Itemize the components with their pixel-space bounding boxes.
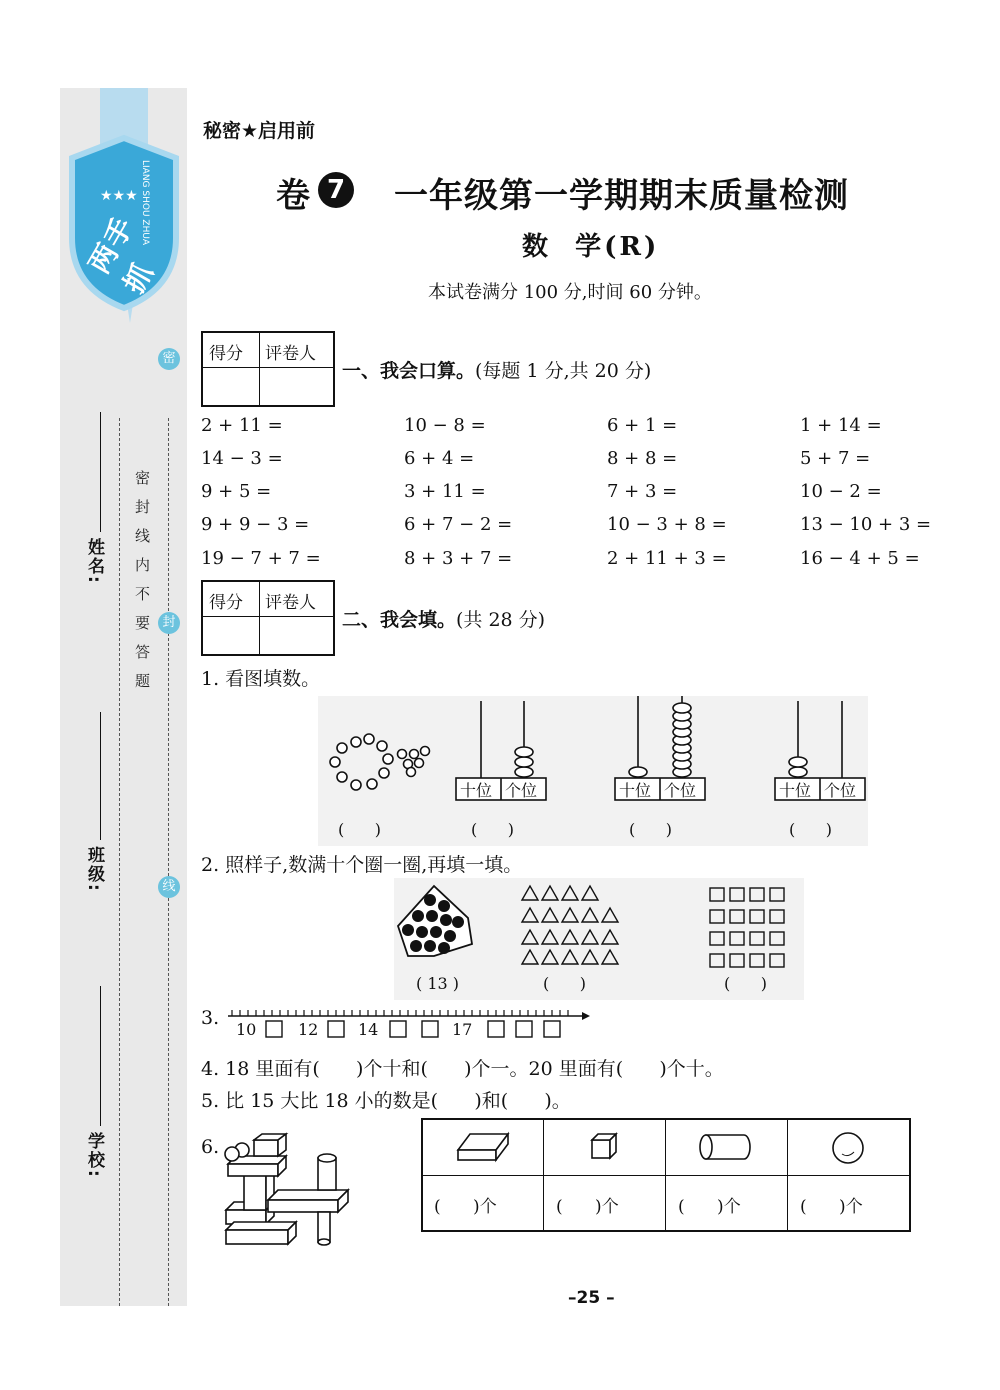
- problem: 8 + 8 =: [607, 448, 678, 469]
- section2-points: (共 28 分): [456, 609, 546, 631]
- sphere-icon: [830, 1130, 866, 1166]
- problem: 5 + 7 =: [800, 448, 871, 469]
- question-5: 5. 比 15 大比 18 小的数是( )和( )。: [201, 1090, 571, 1112]
- problem: 6 + 1 =: [607, 415, 678, 436]
- abacus-1-tens: 十位: [460, 781, 493, 800]
- tick-label: 17: [452, 1020, 473, 1039]
- score-label: 得分: [209, 593, 243, 613]
- number-line: [226, 1008, 592, 1044]
- q1-answer-2[interactable]: ( ): [471, 820, 514, 839]
- q6-answer-cube[interactable]: ( )个: [556, 1197, 619, 1217]
- cylinder-icon: [698, 1132, 754, 1162]
- score-box-2: [201, 580, 335, 656]
- tick-label: 10: [236, 1020, 257, 1039]
- subject-title: 数 学(R): [522, 232, 660, 262]
- problem: 7 + 3 =: [607, 481, 678, 502]
- abacus-1-ones: 个位: [505, 781, 538, 800]
- q1-answer-3[interactable]: ( ): [629, 820, 672, 839]
- abacus-3-tens: 十位: [779, 781, 812, 800]
- section2-title: 二、我会填。: [342, 609, 457, 631]
- name-field-line[interactable]: [100, 412, 101, 532]
- question-1: 1. 看图填数。: [201, 668, 321, 690]
- q6-answer-cylinder[interactable]: ( )个: [678, 1197, 741, 1217]
- q1-answer-1[interactable]: ( ): [338, 820, 381, 839]
- question-3-label: 3.: [201, 1007, 220, 1029]
- q6-answer-cuboid[interactable]: ( )个: [434, 1197, 497, 1217]
- block-stack-figure: [218, 1130, 358, 1250]
- cube-icon: [588, 1130, 620, 1162]
- section2-heading: [342, 605, 545, 632]
- cuboid-icon: [454, 1128, 512, 1166]
- logo-text: 两手抓: [82, 210, 161, 299]
- section1-points: (每题 1 分,共 20 分): [475, 360, 652, 382]
- title-prefix: 卷: [276, 176, 310, 216]
- q1-figures: [318, 696, 868, 846]
- tick-label: 12: [298, 1020, 319, 1039]
- section1-title: 一、我会口算。: [342, 360, 476, 382]
- q2-answer-squares[interactable]: ( ): [724, 974, 767, 993]
- paper-number: 7: [326, 175, 346, 205]
- problem: 8 + 3 + 7 =: [404, 548, 513, 569]
- seal-mark-xian: 线: [158, 876, 180, 898]
- secret-label: 秘密★启用前: [203, 120, 316, 142]
- problem: 10 − 8 =: [404, 415, 486, 436]
- section1-heading: [342, 356, 651, 383]
- seal-instruction: 密封线内不要答题: [133, 470, 151, 702]
- score-label: 得分: [209, 344, 243, 364]
- problem: 2 + 11 =: [201, 415, 283, 436]
- q2-example-answer: ( 13 ): [416, 974, 460, 993]
- abacus-3-ones: 个位: [824, 781, 857, 800]
- page-title: 一年级第一学期期末质量检测: [394, 176, 849, 216]
- question-4: 4. 18 里面有( )个十和( )个一。20 里面有( )个十。: [201, 1058, 724, 1080]
- problem: 3 + 11 =: [404, 481, 486, 502]
- problem: 14 − 3 =: [201, 448, 283, 469]
- school-field-label: 学校:: [84, 1132, 104, 1179]
- problem: 19 − 7 + 7 =: [201, 548, 321, 569]
- grader-label: 评卷人: [265, 344, 316, 364]
- q1-answer-4[interactable]: ( ): [789, 820, 832, 839]
- abacus-2-ones: 个位: [664, 781, 697, 800]
- grader-label: 评卷人: [265, 593, 316, 613]
- problem: 10 − 3 + 8 =: [607, 514, 727, 535]
- page-number: –25 –: [568, 1288, 615, 1308]
- problem: 9 + 9 − 3 =: [201, 514, 310, 535]
- class-field-label: 班级:: [84, 846, 104, 893]
- svg-text:★★★: ★★★: [100, 188, 138, 204]
- name-field-label: 姓名:: [84, 538, 104, 585]
- question-2: 2. 照样子,数满十个圈一圈,再填一填。: [201, 854, 523, 876]
- seal-mark-mi: 密: [158, 348, 180, 370]
- problem: 6 + 7 − 2 =: [404, 514, 513, 535]
- problem: 16 − 4 + 5 =: [800, 548, 920, 569]
- problem: 10 − 2 =: [800, 481, 882, 502]
- q6-answer-sphere[interactable]: ( )个: [800, 1197, 863, 1217]
- problem: 2 + 11 + 3 =: [607, 548, 727, 569]
- q2-answer-triangles[interactable]: ( ): [543, 974, 586, 993]
- paper-number-badge: [318, 172, 354, 208]
- logo-subtext: LIANG SHOU ZHUA: [140, 160, 150, 246]
- abacus-2-tens: 十位: [619, 781, 652, 800]
- school-field-line[interactable]: [100, 986, 101, 1126]
- class-field-line[interactable]: [100, 712, 101, 840]
- problem: 6 + 4 =: [404, 448, 475, 469]
- problem: 1 + 14 =: [800, 415, 882, 436]
- tick-label: 14: [358, 1020, 379, 1039]
- problem: 9 + 5 =: [201, 481, 272, 502]
- score-box-1: [201, 331, 335, 407]
- question-6-label: 6.: [201, 1136, 220, 1158]
- exam-note: 本试卷满分 100 分,时间 60 分钟。: [428, 282, 712, 303]
- seal-mark-feng: 封: [158, 612, 180, 634]
- problem: 13 − 10 + 3 =: [800, 514, 932, 535]
